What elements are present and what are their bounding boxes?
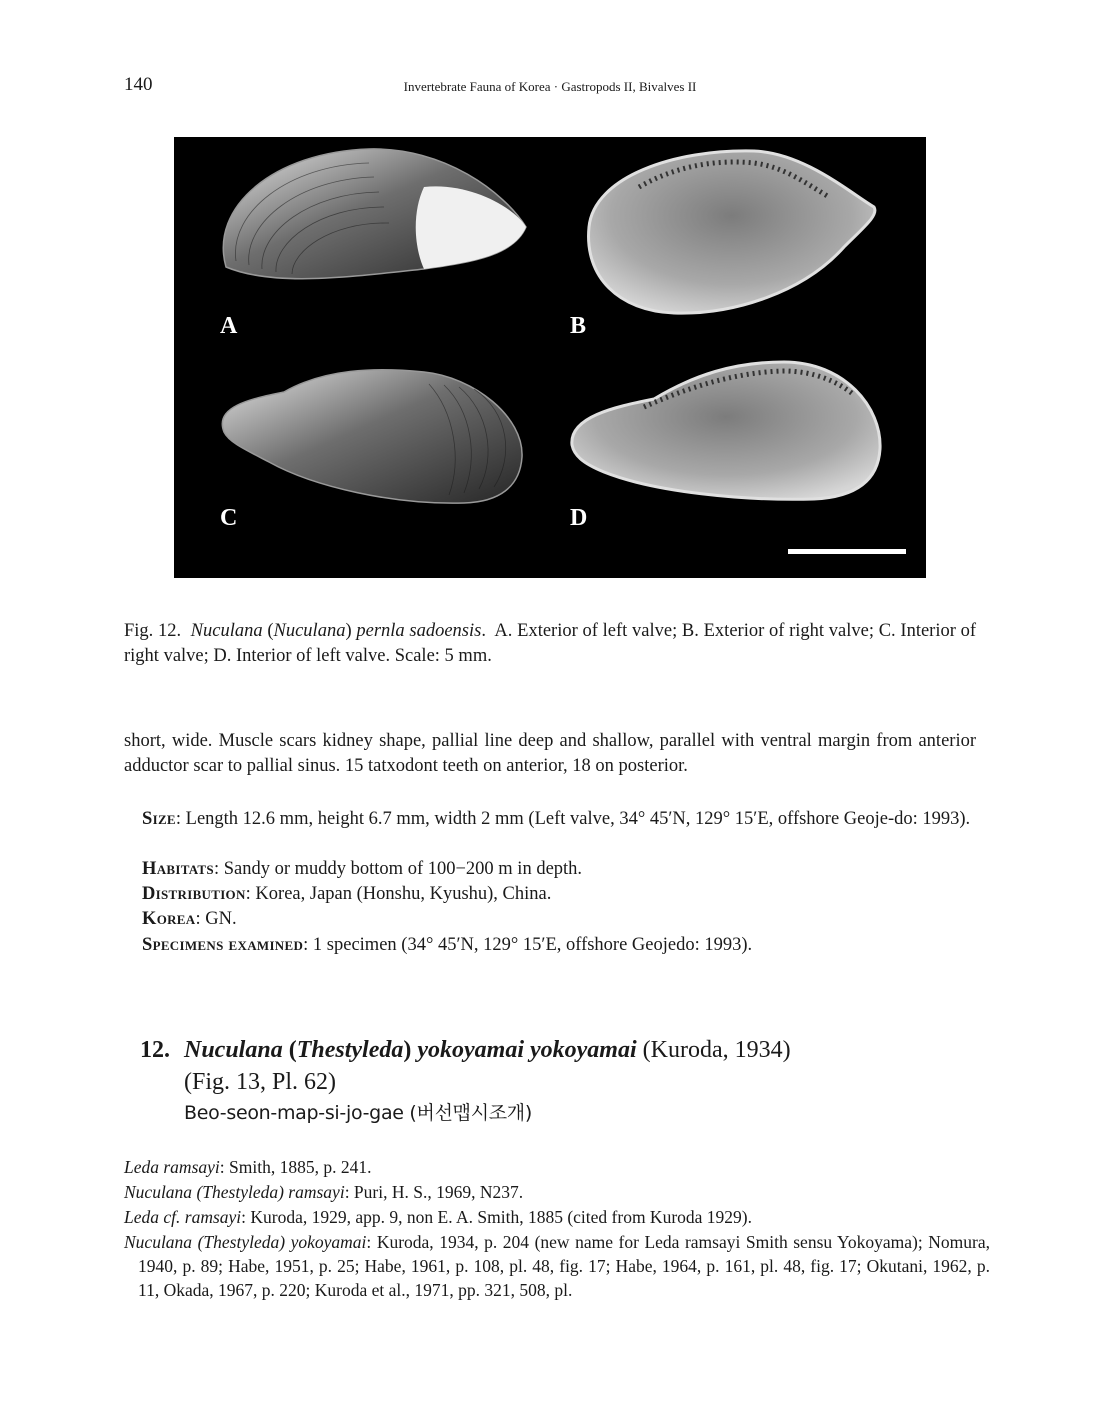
species-heading: 12. Nuculana (Thestyleda) yokoyamai yokoyamai (Kuroda, 1934) xyxy=(140,1035,980,1066)
fig-label: Fig. 12. xyxy=(124,621,182,641)
valve-a-exterior xyxy=(223,149,526,279)
field-habitats: Habitats: Sandy or muddy bottom of 100−200 m in depth. xyxy=(142,859,583,879)
figure-caption: Fig. 12. Nuculana (Nuculana) pernla sadoensis. A. Exterior of left valve; B. Exterior of right valve; C. Interior of right valve; D. Interior of left valve. Scale: 5 mm. xyxy=(124,621,977,666)
common-name: Beo-seon-map-si-jo-gae (버선맵시조개) xyxy=(184,1102,532,1124)
page-number: 140 xyxy=(124,74,153,95)
field-size: Size: Length 12.6 mm, height 6.7 mm, width 2 mm (Left valve, 34° 45′N, 129° 15′E, offshore Geoje-do: 1993). xyxy=(142,809,971,829)
synonym-name: Leda ramsayi xyxy=(124,1157,220,1177)
synonym-name-rest: cf. ramsayi xyxy=(159,1207,242,1227)
field-label: Size xyxy=(142,809,176,829)
field-distribution: Distribution: Korea, Japan (Honshu, Kyushu), China. xyxy=(142,884,552,904)
field-value: Length 12.6 mm, height 6.7 mm, width 2 mm (Left valve, 34° 45′N, 129° 15′E, offshore Geoje-do: 1993). xyxy=(185,809,971,829)
synonym-name-rest: (Thestyleda) ramsayi xyxy=(192,1182,345,1202)
running-header: Invertebrate Fauna of Korea · Gastropods II, Bivalves II xyxy=(403,79,697,94)
field-value: Korea, Japan (Honshu, Kyushu), China. xyxy=(255,884,552,904)
synonym-citation: : Puri, H. S., 1969, N237. xyxy=(344,1182,524,1202)
field-korea: Korea: GN. xyxy=(142,909,237,929)
synonymy-entry xyxy=(124,1180,976,1204)
caption-subgenus: Nuculana xyxy=(273,621,346,641)
synonym-citation: : Smith, 1885, p. 241. xyxy=(219,1157,372,1177)
scale-bar xyxy=(788,549,906,554)
field-label: Habitats xyxy=(142,859,214,879)
synonymy-entry xyxy=(124,1155,976,1179)
field-value: GN. xyxy=(205,909,237,929)
synonym-name-rest: (Thestyleda) yokoyamai xyxy=(192,1232,367,1252)
field-specimens: Specimens examined: 1 specimen (34° 45′N, 129° 15′E, offshore Geojedo: 1993). xyxy=(142,935,753,955)
synonym-name: Leda xyxy=(124,1207,159,1227)
caption-text: A. Exterior of left valve; B. Exterior of right valve; C. Interior of right valve; D. Interior of left valve. Scale: 5 mm. xyxy=(124,621,977,666)
synonym-citation: : Kuroda, 1929, app. 9, non E. A. Smith, 1885 (cited from Kuroda 1929). xyxy=(241,1207,752,1227)
species-epithet: yokoyamai yokoyamai xyxy=(417,1037,637,1063)
species-genus: Nuculana xyxy=(184,1037,283,1063)
panel-label-a: A xyxy=(220,313,238,339)
panel-label-b: B xyxy=(570,313,587,339)
caption-species: pernla sadoensis xyxy=(356,621,482,641)
panel-label-d: D xyxy=(570,505,588,531)
synonym-name: Nuculana xyxy=(124,1232,193,1252)
valve-d-interior xyxy=(572,362,880,499)
synonymy-entry xyxy=(124,1230,990,1302)
species-subgenus: Thestyleda xyxy=(296,1037,404,1063)
field-label: Distribution xyxy=(142,884,246,904)
species-author: (Kuroda, 1934) xyxy=(642,1037,791,1063)
synonym-citation: : Kuroda, 1934, p. 204 (new name for Leda ramsayi Smith sensu Yokoyama); Nomura, 1940, p. 89; Habe, 1951, p. 25; Habe, 1961, p. 108, pl. 48, fig. 17; Habe, 1964, p. 161, pl. 48, fig. 17; Okutani, 1962, p. 11, Okada, 1967, p. 220; Kuroda et al., 1971, pp. 321, 508, pl. xyxy=(138,1232,990,1300)
caption-genus: Nuculana xyxy=(190,621,263,641)
figure-reference: (Fig. 13, Pl. 62) xyxy=(184,1069,337,1095)
field-value: 1 specimen (34° 45′N, 129° 15′E, offshore Geojedo: 1993). xyxy=(312,935,753,955)
shell-figure xyxy=(174,137,926,578)
species-number: 12. xyxy=(140,1037,170,1063)
synonym-name: Nuculana xyxy=(124,1182,193,1202)
valve-b-interior xyxy=(589,151,875,313)
valve-c-exterior xyxy=(222,370,522,503)
field-label: Specimens examined xyxy=(142,935,304,955)
field-label: Korea xyxy=(142,909,196,929)
synonymy-entry xyxy=(124,1205,976,1229)
panel-label-c: C xyxy=(220,505,238,531)
field-value: Sandy or muddy bottom of 100−200 m in depth. xyxy=(223,859,583,879)
description-paragraph: short, wide. Muscle scars kidney shape, pallial line deep and shallow, parallel with ventral margin from anterior adductor scar to pallial sinus. 15 tatxodont teeth on anterior, 18 on posterior. xyxy=(124,731,976,776)
